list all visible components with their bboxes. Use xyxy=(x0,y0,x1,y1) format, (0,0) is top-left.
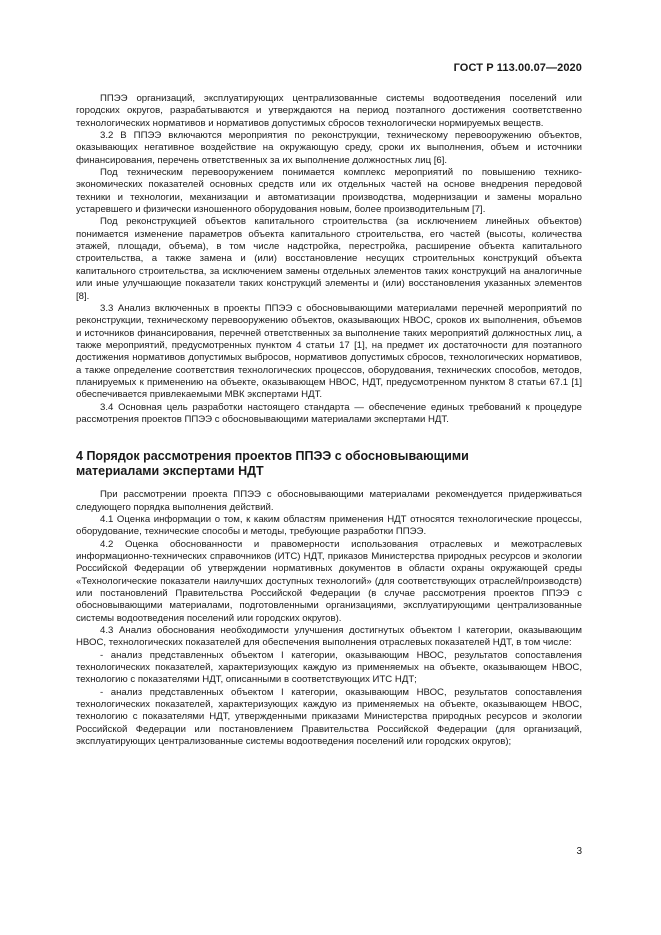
paragraph-technical-reequipment: Под техническим перевооружением понимается комплекс мероприятий по повышению технико-экономических показателей основных средств или их отдельных частей на основе внедрения передовой техники и технологии, механизации и автоматизации производства, модернизации и замены морально устаревшего и физически изношенного оборудования новым, более производительным [7]. xyxy=(76,167,582,216)
section-4-title-line2: материалами экспертами НДТ xyxy=(76,464,264,479)
paragraph-ppee-organizations: ППЭЭ организаций, эксплуатирующих централизованные системы водоотведения поселений или городских округов, разрабатываются и утверждаются на период поэтапного достижения соответственно технологических нормативов и нормативов допустимых сбросов технологически нормируемых веществ. xyxy=(76,93,582,129)
list-item: - анализ представленных объектом I категории, оказывающим НВОС, результатов сопоставления технологических показателей, характеризующих каждую из применяемых на объекте, оказывающем НВОС, технологию с показателями НДТ, утвержденными приказами Министерства природных ресурсов и экологии Российской Федерации или постановлением Правительства Российской Федерации (для организаций, эксплуатирующих централизованные системы водоотведения поселений или городских округов); xyxy=(76,686,582,748)
standard-code-header: ГОСТ Р 113.00.07—2020 xyxy=(453,62,582,74)
page-number: 3 xyxy=(576,846,582,857)
section-4-title-line1: Порядок рассмотрения проектов ППЭЭ с обосновывающими xyxy=(86,449,469,464)
paragraph-3-2: 3.2 В ППЭЭ включаются мероприятия по реконструкции, техническому перевооружению объектов, оказывающих негативное воздействие на окружающую среду, сроки их выполнения, объем и источники финансирования, перечень ответственных за их выполнение должностных лиц [6]. xyxy=(76,130,582,166)
section-4-number: 4 xyxy=(76,449,83,464)
paragraph-4-3: 4.3 Анализ обоснования необходимости улучшения достигнутых объектом I категории, оказывающим НВОС, технологических показателей для обеспечения выполнения отраслевых показателей НДТ, в том числе: xyxy=(76,625,582,649)
list-item: - анализ представленных объектом I категории, оказывающим НВОС, результатов сопоставления технологических показателей, характеризующих каждую из применяемых на объекте, оказывающем НВОС, технологию с показателями НДТ, описанными в соответствующих ИТС НДТ; xyxy=(76,649,582,686)
document-body xyxy=(76,93,582,749)
paragraph-3-3: 3.3 Анализ включенных в проекты ППЭЭ с обосновывающими материалами перечней мероприятий по реконструкции, техническому перевооружению объектов, оказывающих НВОС, сроков их выполнения, объемов и источников финансирования, перечней ответственных за выполнение таких мероприятий должностных лиц, а также мероприятий, предусмотренных пунктом 4 статьи 17 [1], на предмет их достаточности для поэтапного достижения нормативов допустимых выбросов, нормативов допустимых сбросов, технологических нормативов, а также определение соответствия технологических процессов, оборудования, технических способов, методов, планируемых к применению на объекте, оказывающем НВОС, НДТ, предусмотренном пунктом 8 статьи 67.1 [1] обеспечивается привлекаемыми МВК экспертами НДТ. xyxy=(76,302,582,401)
paragraph-reconstruction: Под реконструкцией объектов капитального строительства (за исключением линейных объектов) понимается изменение параметров объекта капитального строительства, его частей (высоты, количества этажей, площади, объема), в том числе надстройка, перестройка, расширение объекта капитального строительства, а также замена и (или) восстановление несущих строительных конструкций объекта капитального строительства, за исключением замены отдельных элементов таких конструкций на аналогичные или иные улучшающие показатели таких конструкций элементы и (или) восстановления указанных элементов [8]. xyxy=(76,216,582,302)
section-4-heading xyxy=(76,449,582,479)
paragraph-procedure-intro: При рассмотрении проекта ППЭЭ с обосновывающими материалами рекомендуется придерживаться следующего порядка выполнения действий. xyxy=(76,489,582,513)
paragraph-3-4: 3.4 Основная цель разработки настоящего стандарта — обеспечение единых требований к процедуре рассмотрения проектов ППЭЭ с обосновывающими материалами экспертами НДТ. xyxy=(76,401,582,425)
paragraph-4-2: 4.2 Оценка обоснованности и правомерности использования отраслевых и межотраслевых информационно-технических справочников (ИТС) НДТ, приказов Министерства природных ресурсов и экологии Российской Федерации об утверждении нормативных документов в области охраны окружающей среды «Технологические показатели наилучших доступных технологий» (для соответствующих отраслей/производств) или постановлений Правительства Российской Федерации (в случае рассмотрения проектов ППЭЭ с обосновывающими материалами, подготовленными организациями, эксплуатирующими централизованные системы водоотведения поселений или городских округов). xyxy=(76,538,582,624)
paragraph-4-1: 4.1 Оценка информации о том, к каким областям применения НДТ относятся технологические процессы, оборудование, технические способы и методы, требующие разработки ППЭЭ. xyxy=(76,513,582,538)
